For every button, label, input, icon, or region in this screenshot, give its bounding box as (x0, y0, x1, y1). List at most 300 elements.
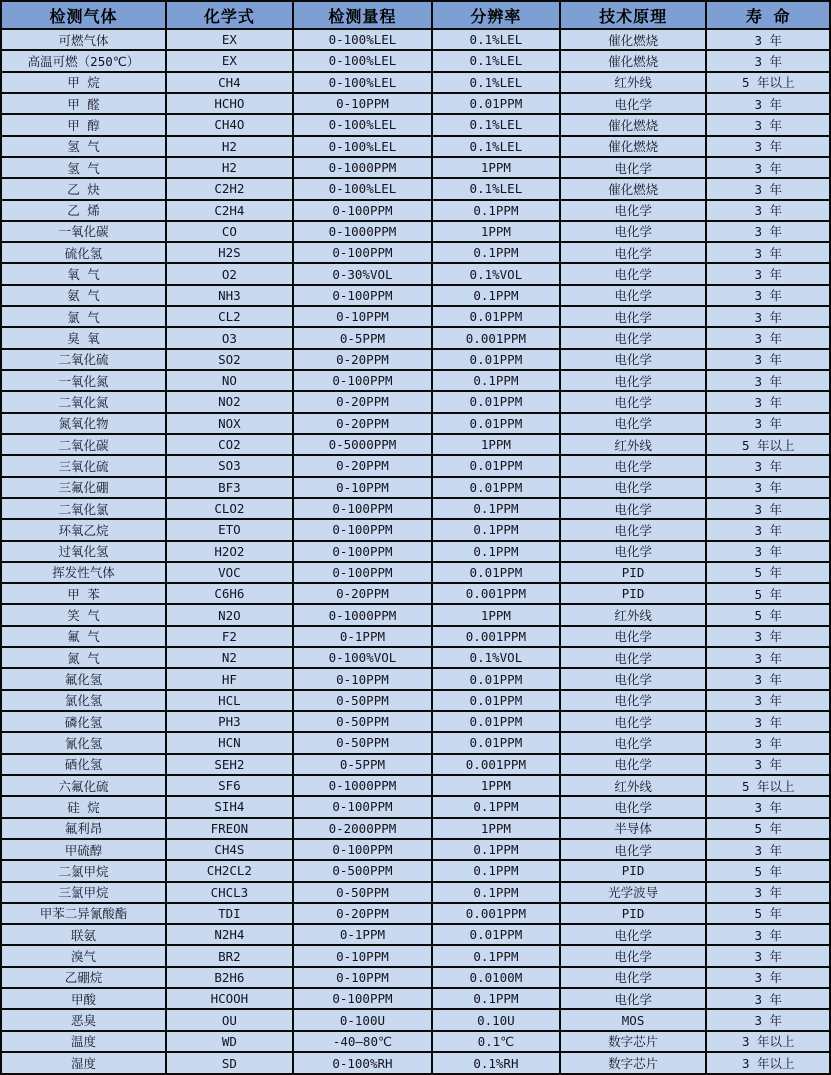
table-row (1, 242, 830, 263)
cell-gas-name: 氟化氢 (1, 668, 166, 689)
cell-technology: PID (560, 562, 707, 583)
cell-detection-range: 0-5000PPM (293, 434, 432, 455)
cell-gas-name: 甲 苯 (1, 583, 166, 604)
table-row (1, 860, 830, 881)
table-row (1, 455, 830, 476)
cell-gas-name: 氮 气 (1, 647, 166, 668)
cell-chemical-formula: CHCL3 (166, 882, 293, 903)
cell-lifespan: 3 年 (706, 306, 830, 327)
cell-detection-range: 0-10PPM (293, 93, 432, 114)
cell-lifespan: 5 年 (706, 562, 830, 583)
cell-gas-name: 甲 醛 (1, 93, 166, 114)
cell-detection-range: 0-5PPM (293, 327, 432, 348)
table-row (1, 263, 830, 284)
cell-detection-range: 0-50PPM (293, 882, 432, 903)
cell-lifespan: 3 年 (706, 327, 830, 348)
cell-technology: 红外线 (560, 72, 707, 93)
cell-chemical-formula: CO (166, 221, 293, 242)
cell-lifespan: 3 年 (706, 711, 830, 732)
cell-resolution: 0.01PPM (432, 711, 560, 732)
cell-chemical-formula: FREON (166, 818, 293, 839)
cell-technology: PID (560, 860, 707, 881)
cell-gas-name: 环氧乙烷 (1, 519, 166, 540)
cell-resolution: 0.01PPM (432, 668, 560, 689)
cell-lifespan: 5 年 (706, 604, 830, 625)
cell-resolution: 0.1%VOL (432, 647, 560, 668)
cell-gas-name: 三氯甲烷 (1, 882, 166, 903)
cell-gas-name: 氯 气 (1, 306, 166, 327)
cell-resolution: 0.0100M (432, 967, 560, 988)
cell-chemical-formula: C6H6 (166, 583, 293, 604)
cell-gas-name: 硫化氢 (1, 242, 166, 263)
cell-resolution: 0.001PPM (432, 754, 560, 775)
cell-lifespan: 3 年 (706, 839, 830, 860)
cell-chemical-formula: HCHO (166, 93, 293, 114)
cell-gas-name: 甲硫醇 (1, 839, 166, 860)
cell-resolution: 1PPM (432, 157, 560, 178)
table-row (1, 882, 830, 903)
cell-technology: 电化学 (560, 221, 707, 242)
cell-gas-name: 甲 醇 (1, 114, 166, 135)
cell-gas-name: 乙硼烷 (1, 967, 166, 988)
cell-resolution: 0.1PPM (432, 882, 560, 903)
cell-lifespan: 3 年 (706, 263, 830, 284)
cell-technology: 电化学 (560, 306, 707, 327)
cell-detection-range: 0-1PPM (293, 626, 432, 647)
cell-gas-name: 一氧化氮 (1, 370, 166, 391)
table-row (1, 732, 830, 753)
table-header (1, 1, 830, 29)
table-row (1, 370, 830, 391)
cell-technology: 电化学 (560, 711, 707, 732)
cell-resolution: 0.1PPM (432, 370, 560, 391)
cell-resolution: 0.1%LEL (432, 114, 560, 135)
cell-lifespan: 3 年 (706, 498, 830, 519)
cell-resolution: 1PPM (432, 221, 560, 242)
cell-technology: 电化学 (560, 413, 707, 434)
cell-gas-name: 一氧化碳 (1, 221, 166, 242)
cell-gas-name: 笑 气 (1, 604, 166, 625)
cell-resolution: 0.1PPM (432, 498, 560, 519)
cell-resolution: 0.1PPM (432, 285, 560, 306)
cell-resolution: 0.001PPM (432, 903, 560, 924)
table-row (1, 498, 830, 519)
cell-lifespan: 5 年 (706, 903, 830, 924)
cell-technology: 电化学 (560, 541, 707, 562)
table-row (1, 562, 830, 583)
cell-chemical-formula: B2H6 (166, 967, 293, 988)
cell-technology: 数字芯片 (560, 1031, 707, 1052)
cell-resolution: 0.01PPM (432, 477, 560, 498)
table-row (1, 711, 830, 732)
cell-resolution: 0.1PPM (432, 519, 560, 540)
cell-gas-name: 挥发性气体 (1, 562, 166, 583)
cell-detection-range: 0-50PPM (293, 711, 432, 732)
cell-lifespan: 3 年 (706, 541, 830, 562)
cell-resolution: 1PPM (432, 604, 560, 625)
cell-chemical-formula: OU (166, 1009, 293, 1030)
table-row (1, 1031, 830, 1052)
cell-detection-range: 0-20PPM (293, 349, 432, 370)
cell-chemical-formula: N2 (166, 647, 293, 668)
cell-lifespan: 3 年 (706, 732, 830, 753)
cell-resolution: 0.1PPM (432, 200, 560, 221)
cell-detection-range: 0-20PPM (293, 413, 432, 434)
cell-gas-name: 氧 气 (1, 263, 166, 284)
cell-lifespan: 3 年 (706, 1009, 830, 1030)
cell-detection-range: 0-100U (293, 1009, 432, 1030)
table-row (1, 541, 830, 562)
cell-gas-name: 二氧化氯 (1, 498, 166, 519)
cell-gas-name: 氢 气 (1, 157, 166, 178)
cell-technology: 催化燃烧 (560, 50, 707, 71)
cell-lifespan: 3 年 (706, 967, 830, 988)
cell-lifespan: 3 年 (706, 668, 830, 689)
cell-gas-name: 可燃气体 (1, 29, 166, 50)
cell-gas-name: 氨 气 (1, 285, 166, 306)
cell-chemical-formula: O3 (166, 327, 293, 348)
cell-gas-name: 二氯甲烷 (1, 860, 166, 881)
cell-lifespan: 3 年 (706, 647, 830, 668)
cell-detection-range: 0-1000PPM (293, 157, 432, 178)
cell-chemical-formula: HCL (166, 690, 293, 711)
table-row (1, 754, 830, 775)
cell-technology: 电化学 (560, 519, 707, 540)
table-row (1, 349, 830, 370)
cell-detection-range: 0-50PPM (293, 732, 432, 753)
cell-technology: 电化学 (560, 327, 707, 348)
cell-technology: 电化学 (560, 370, 707, 391)
cell-technology: 催化燃烧 (560, 178, 707, 199)
cell-chemical-formula: SD (166, 1052, 293, 1074)
cell-chemical-formula: H2 (166, 136, 293, 157)
cell-technology: 电化学 (560, 455, 707, 476)
cell-technology: 电化学 (560, 732, 707, 753)
cell-lifespan: 3 年 (706, 413, 830, 434)
cell-chemical-formula: CH4O (166, 114, 293, 135)
table-row (1, 604, 830, 625)
cell-chemical-formula: CH2CL2 (166, 860, 293, 881)
cell-lifespan: 3 年 (706, 157, 830, 178)
column-header-gas-name: 检测气体 (1, 1, 166, 29)
cell-technology: PID (560, 583, 707, 604)
cell-gas-name: 甲 烷 (1, 72, 166, 93)
cell-gas-name: 乙 烯 (1, 200, 166, 221)
cell-lifespan: 3 年 (706, 349, 830, 370)
cell-resolution: 0.01PPM (432, 690, 560, 711)
cell-resolution: 0.01PPM (432, 349, 560, 370)
cell-lifespan: 3 年 (706, 178, 830, 199)
cell-lifespan: 3 年 (706, 93, 830, 114)
cell-detection-range: 0-100PPM (293, 498, 432, 519)
cell-gas-name: 甲苯二异氰酸酯 (1, 903, 166, 924)
cell-gas-name: 乙 炔 (1, 178, 166, 199)
cell-chemical-formula: H2 (166, 157, 293, 178)
table-row (1, 391, 830, 412)
cell-chemical-formula: H2S (166, 242, 293, 263)
cell-resolution: 0.1PPM (432, 839, 560, 860)
cell-detection-range: 0-100PPM (293, 562, 432, 583)
cell-chemical-formula: PH3 (166, 711, 293, 732)
cell-chemical-formula: ETO (166, 519, 293, 540)
table-row (1, 1009, 830, 1030)
cell-detection-range: 0-100PPM (293, 988, 432, 1009)
cell-chemical-formula: C2H4 (166, 200, 293, 221)
cell-chemical-formula: NOX (166, 413, 293, 434)
cell-gas-name: 六氟化硫 (1, 775, 166, 796)
cell-lifespan: 3 年 (706, 626, 830, 647)
cell-detection-range: 0-100PPM (293, 541, 432, 562)
cell-technology: 电化学 (560, 498, 707, 519)
cell-gas-name: 二氧化碳 (1, 434, 166, 455)
cell-chemical-formula: WD (166, 1031, 293, 1052)
cell-detection-range: -40—80℃ (293, 1031, 432, 1052)
cell-technology: 电化学 (560, 690, 707, 711)
cell-technology: PID (560, 903, 707, 924)
cell-lifespan: 5 年 (706, 818, 830, 839)
cell-detection-range: 0-1000PPM (293, 221, 432, 242)
table-row (1, 796, 830, 817)
cell-resolution: 0.1%VOL (432, 263, 560, 284)
cell-technology: 红外线 (560, 604, 707, 625)
cell-chemical-formula: CO2 (166, 434, 293, 455)
cell-detection-range: 0-20PPM (293, 455, 432, 476)
cell-technology: 电化学 (560, 200, 707, 221)
cell-resolution: 0.01PPM (432, 455, 560, 476)
cell-detection-range: 0-20PPM (293, 391, 432, 412)
cell-detection-range: 0-10PPM (293, 668, 432, 689)
cell-resolution: 0.1PPM (432, 541, 560, 562)
cell-gas-name: 氰化氢 (1, 732, 166, 753)
cell-resolution: 0.1PPM (432, 242, 560, 263)
cell-detection-range: 0-100PPM (293, 200, 432, 221)
cell-resolution: 0.01PPM (432, 413, 560, 434)
cell-lifespan: 5 年以上 (706, 72, 830, 93)
cell-resolution: 0.1PPM (432, 945, 560, 966)
cell-chemical-formula: TDI (166, 903, 293, 924)
cell-chemical-formula: NO (166, 370, 293, 391)
table-row (1, 413, 830, 434)
cell-resolution: 0.1%LEL (432, 72, 560, 93)
cell-lifespan: 3 年 (706, 114, 830, 135)
cell-gas-name: 氯化氢 (1, 690, 166, 711)
cell-resolution: 0.001PPM (432, 327, 560, 348)
cell-chemical-formula: SO2 (166, 349, 293, 370)
cell-technology: 电化学 (560, 754, 707, 775)
cell-chemical-formula: CH4 (166, 72, 293, 93)
cell-technology: 电化学 (560, 263, 707, 284)
table-row (1, 434, 830, 455)
cell-resolution: 0.01PPM (432, 732, 560, 753)
cell-detection-range: 0-100PPM (293, 285, 432, 306)
table-row (1, 114, 830, 135)
cell-resolution: 0.1%LEL (432, 29, 560, 50)
table-row (1, 157, 830, 178)
cell-lifespan: 3 年 (706, 754, 830, 775)
cell-resolution: 1PPM (432, 434, 560, 455)
cell-lifespan: 3 年 (706, 988, 830, 1009)
table-body (1, 29, 830, 1074)
cell-technology: 红外线 (560, 775, 707, 796)
cell-chemical-formula: N2O (166, 604, 293, 625)
header-row (1, 1, 830, 29)
cell-gas-name: 磷化氢 (1, 711, 166, 732)
table-row (1, 903, 830, 924)
cell-chemical-formula: SO3 (166, 455, 293, 476)
cell-lifespan: 3 年 (706, 50, 830, 71)
column-header-lifespan: 寿 命 (706, 1, 830, 29)
table-row (1, 967, 830, 988)
cell-detection-range: 0-1000PPM (293, 604, 432, 625)
cell-chemical-formula: O2 (166, 263, 293, 284)
cell-lifespan: 3 年 (706, 370, 830, 391)
cell-detection-range: 0-1000PPM (293, 775, 432, 796)
table-row (1, 839, 830, 860)
cell-lifespan: 3 年 (706, 285, 830, 306)
table-row (1, 583, 830, 604)
table-row (1, 626, 830, 647)
cell-technology: 光学波导 (560, 882, 707, 903)
cell-technology: 催化燃烧 (560, 136, 707, 157)
cell-detection-range: 0-100PPM (293, 370, 432, 391)
cell-lifespan: 3 年 (706, 924, 830, 945)
cell-lifespan: 3 年 (706, 690, 830, 711)
cell-gas-name: 恶臭 (1, 1009, 166, 1030)
cell-technology: 电化学 (560, 349, 707, 370)
cell-technology: 电化学 (560, 796, 707, 817)
cell-technology: 催化燃烧 (560, 29, 707, 50)
cell-detection-range: 0-500PPM (293, 860, 432, 881)
cell-detection-range: 0-100%LEL (293, 50, 432, 71)
cell-gas-name: 温度 (1, 1031, 166, 1052)
table-row (1, 775, 830, 796)
cell-gas-name: 二氧化硫 (1, 349, 166, 370)
cell-lifespan: 3 年 (706, 221, 830, 242)
cell-lifespan: 3 年 (706, 391, 830, 412)
cell-resolution: 0.1PPM (432, 860, 560, 881)
cell-lifespan: 3 年 (706, 242, 830, 263)
cell-technology: 电化学 (560, 93, 707, 114)
cell-detection-range: 0-10PPM (293, 306, 432, 327)
cell-detection-range: 0-10PPM (293, 967, 432, 988)
table-row (1, 945, 830, 966)
cell-lifespan: 3 年 (706, 796, 830, 817)
table-row (1, 285, 830, 306)
table-row (1, 50, 830, 71)
cell-lifespan: 3 年 (706, 477, 830, 498)
cell-resolution: 0.01PPM (432, 306, 560, 327)
cell-chemical-formula: NH3 (166, 285, 293, 306)
cell-gas-name: 二氧化氮 (1, 391, 166, 412)
cell-lifespan: 3 年 (706, 519, 830, 540)
cell-resolution: 0.001PPM (432, 583, 560, 604)
table-row (1, 221, 830, 242)
cell-chemical-formula: C2H2 (166, 178, 293, 199)
table-row (1, 29, 830, 50)
cell-lifespan: 3 年 (706, 945, 830, 966)
cell-chemical-formula: HF (166, 668, 293, 689)
cell-detection-range: 0-10PPM (293, 477, 432, 498)
cell-gas-name: 甲酸 (1, 988, 166, 1009)
cell-technology: 电化学 (560, 668, 707, 689)
cell-lifespan: 3 年 (706, 136, 830, 157)
cell-technology: 电化学 (560, 945, 707, 966)
cell-technology: 电化学 (560, 924, 707, 945)
cell-resolution: 0.10U (432, 1009, 560, 1030)
cell-gas-name: 溴气 (1, 945, 166, 966)
cell-lifespan: 5 年 (706, 860, 830, 881)
cell-technology: 电化学 (560, 988, 707, 1009)
cell-technology: 数字芯片 (560, 1052, 707, 1074)
cell-resolution: 0.1%LEL (432, 136, 560, 157)
cell-lifespan: 3 年 (706, 200, 830, 221)
cell-resolution: 0.1PPM (432, 988, 560, 1009)
cell-chemical-formula: EX (166, 29, 293, 50)
cell-lifespan: 3 年 (706, 29, 830, 50)
cell-detection-range: 0-10PPM (293, 945, 432, 966)
cell-detection-range: 0-50PPM (293, 690, 432, 711)
cell-detection-range: 0-30%VOL (293, 263, 432, 284)
cell-lifespan: 5 年以上 (706, 775, 830, 796)
cell-chemical-formula: SF6 (166, 775, 293, 796)
cell-chemical-formula: CLO2 (166, 498, 293, 519)
cell-chemical-formula: SIH4 (166, 796, 293, 817)
table-row (1, 477, 830, 498)
table-row (1, 1052, 830, 1074)
cell-technology: 催化燃烧 (560, 114, 707, 135)
cell-resolution: 0.01PPM (432, 924, 560, 945)
cell-gas-name: 湿度 (1, 1052, 166, 1074)
cell-resolution: 0.1%LEL (432, 178, 560, 199)
table-row (1, 988, 830, 1009)
cell-chemical-formula: VOC (166, 562, 293, 583)
table-row (1, 200, 830, 221)
cell-detection-range: 0-2000PPM (293, 818, 432, 839)
column-header-detection-range: 检测量程 (293, 1, 432, 29)
cell-detection-range: 0-100%RH (293, 1052, 432, 1074)
cell-detection-range: 0-20PPM (293, 903, 432, 924)
cell-detection-range: 0-100%LEL (293, 136, 432, 157)
cell-chemical-formula: CH4S (166, 839, 293, 860)
cell-technology: MOS (560, 1009, 707, 1030)
cell-technology: 电化学 (560, 157, 707, 178)
cell-detection-range: 0-100PPM (293, 796, 432, 817)
cell-chemical-formula: HCN (166, 732, 293, 753)
cell-technology: 电化学 (560, 285, 707, 306)
cell-gas-name: 氟 气 (1, 626, 166, 647)
cell-resolution: 0.01PPM (432, 93, 560, 114)
cell-technology: 电化学 (560, 967, 707, 988)
cell-technology: 半导体 (560, 818, 707, 839)
cell-technology: 电化学 (560, 626, 707, 647)
cell-detection-range: 0-100%VOL (293, 647, 432, 668)
column-header-chemical-formula: 化学式 (166, 1, 293, 29)
cell-technology: 电化学 (560, 242, 707, 263)
table-row (1, 306, 830, 327)
table-row (1, 327, 830, 348)
cell-detection-range: 0-1PPM (293, 924, 432, 945)
cell-detection-range: 0-100%LEL (293, 29, 432, 50)
table-row (1, 93, 830, 114)
cell-gas-name: 硅 烷 (1, 796, 166, 817)
cell-technology: 红外线 (560, 434, 707, 455)
cell-gas-name: 氟利昂 (1, 818, 166, 839)
table-row (1, 924, 830, 945)
cell-chemical-formula: CL2 (166, 306, 293, 327)
cell-gas-name: 高温可燃（250℃） (1, 50, 166, 71)
cell-chemical-formula: EX (166, 50, 293, 71)
cell-gas-name: 联氨 (1, 924, 166, 945)
